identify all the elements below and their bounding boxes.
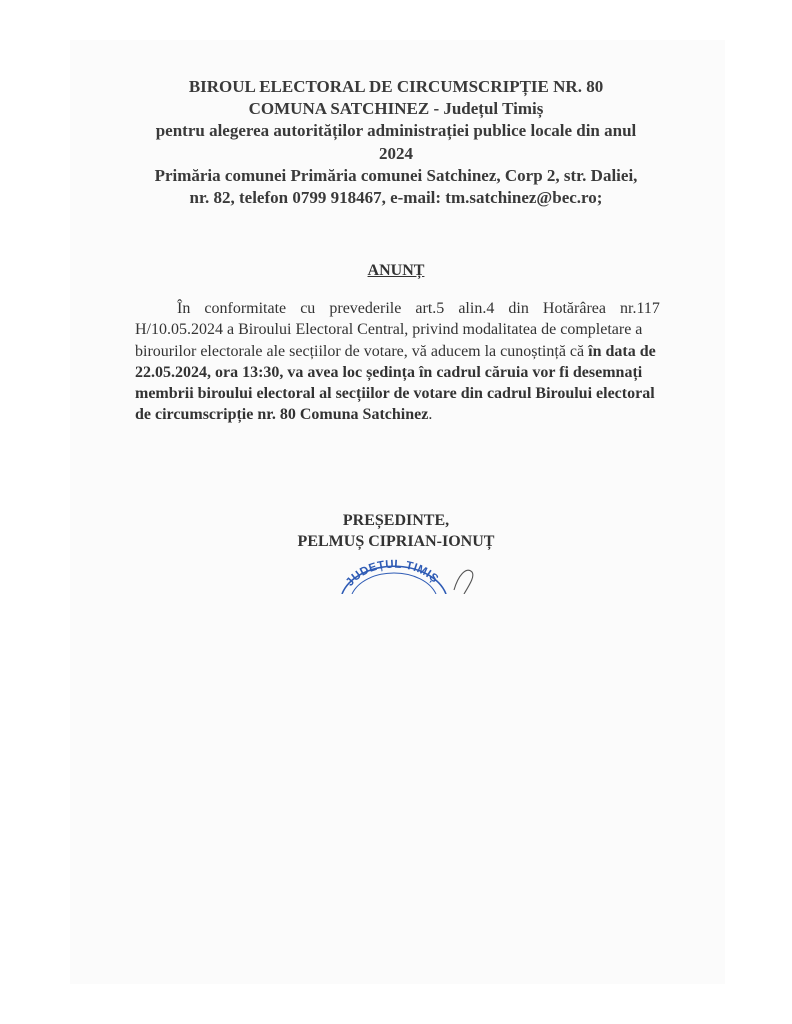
header-line-commune: COMUNA SATCHINEZ - Județul Timiș: [248, 99, 544, 119]
body-line-3: [135, 341, 660, 362]
body-word: Hotărârea: [542, 300, 606, 317]
announcement-title: ANUNȚ: [367, 262, 425, 279]
body-word: În: [177, 300, 191, 317]
body-word: alin.4: [458, 300, 495, 317]
body-word: nr.117: [620, 300, 660, 317]
body-line-4: [135, 362, 660, 383]
body-word: art.5: [415, 300, 445, 317]
body-word: din: [508, 300, 529, 317]
header-line-year: 2024: [379, 143, 413, 163]
signature-name: PELMUȘ CIPRIAN-IONUȚ: [297, 533, 495, 550]
body-line-5: [135, 383, 660, 404]
signature-scribble: [454, 570, 473, 594]
signature-block: [200, 510, 592, 552]
body-line-1: [135, 298, 660, 319]
header-line-address: Primăria comunei Primăria comunei Satchinez, Corp 2, str. Daliei,: [154, 165, 638, 185]
document-header: [100, 76, 692, 209]
header-line-contact: nr. 82, telefon 0799 918467, e-mail: tm.satchinez@bec.ro;: [189, 188, 603, 208]
body-line-6: [135, 404, 660, 425]
body-date-emphasis: în data de: [588, 342, 656, 360]
official-stamp: [336, 554, 486, 594]
body-members-emphasis: membrii biroului electoral al secțiilor de votare din cadrul Biroului electoral: [135, 385, 655, 403]
body-word: prevederile: [329, 300, 402, 317]
header-line-office: BIROUL ELECTORAL DE CIRCUMSCRIPȚIE NR. 80: [188, 77, 604, 96]
announcement-body: [135, 298, 660, 426]
header-line-election: pentru alegerea autorităților administrației publice locale din anul: [155, 121, 637, 141]
body-word: cu: [300, 300, 316, 317]
svg-text:JUDEȚUL TIMIȘ: [344, 559, 441, 589]
body-meeting-emphasis: 22.05.2024, ora 13:30, va avea loc ședința în cadrul căruia vor fi desemnați: [135, 363, 643, 381]
body-text-segment: H/10.05.2024 a Biroului Electoral Central, privind modalitatea de completare a: [135, 321, 643, 339]
body-office-emphasis: de circumscripție nr. 80 Comuna Satchinez: [135, 406, 429, 424]
body-period: .: [428, 406, 433, 424]
body-word: conformitate: [204, 300, 287, 317]
body-text-segment: birourilor electorale ale secțiilor de votare, vă aducem la cunoștință că: [135, 342, 589, 360]
body-line-2: [135, 319, 660, 340]
signature-role: PREȘEDINTE,: [342, 512, 450, 529]
stamp-text: JUDEȚUL TIMIȘ: [343, 558, 441, 589]
